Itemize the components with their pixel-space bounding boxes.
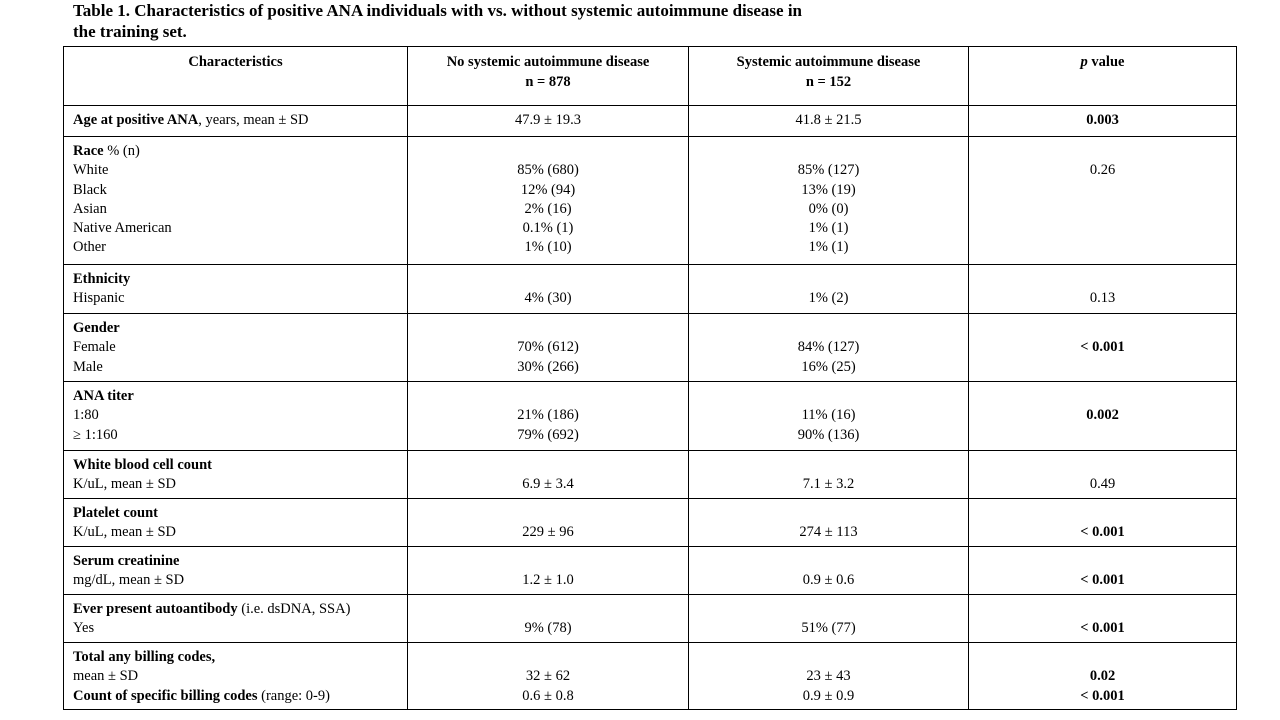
table-row-autoantibody: Ever present autoantibody (i.e. dsDNA, SSA) Yes 9% (78) 51% (77) < 0.001 xyxy=(64,595,1237,643)
table-row-gender: Gender Female Male 70% (612) 30% (266) 84% (127) 16% (25) < 0.001 xyxy=(64,314,1237,382)
table-row-platelet: Platelet count K/uL, mean ± SD 229 ± 96 274 ± 113 < 0.001 xyxy=(64,499,1237,547)
table-row-age: Age at positive ANA, years, mean ± SD 47.9 ± 19.3 41.8 ± 21.5 0.003 xyxy=(64,106,1237,137)
header-no-disease: No systemic autoimmune disease n = 878 xyxy=(408,47,689,106)
table-row-wbc: White blood cell count K/uL, mean ± SD 6.9 ± 3.4 7.1 ± 3.2 0.49 xyxy=(64,451,1237,499)
header-characteristics: Characteristics xyxy=(64,47,408,106)
characteristics-table xyxy=(63,46,1237,710)
header-row xyxy=(64,47,1237,106)
header-disease: Systemic autoimmune disease n = 152 xyxy=(689,47,969,106)
table-caption xyxy=(73,0,933,42)
header-p-value: p value xyxy=(969,47,1237,106)
caption-line-1: Table 1. Characteristics of positive ANA individuals with vs. without systemic autoimmune disease in xyxy=(73,1,802,20)
table-row-race: Race % (n) White Black Asian Native American Other 85% (680) 12% (94) 2% (16) 0.1% (1) 1% (10) 85% (127) 13% (19) 0% (0) 1% (1) 1% (1) 0.26 xyxy=(64,137,1237,265)
table-row-billing: Total any billing codes, mean ± SD Count of specific billing codes (range: 0-9) 32 ± 62 0.6 ± 0.8 23 ± 43 0.9 ± 0.9 0.02 < 0.001 xyxy=(64,643,1237,710)
table-row-ethnicity: Ethnicity Hispanic 4% (30) 1% (2) 0.13 xyxy=(64,265,1237,314)
table-row-creatinine: Serum creatinine mg/dL, mean ± SD 1.2 ± 1.0 0.9 ± 0.6 < 0.001 xyxy=(64,547,1237,595)
table-row-ana-titer: ANA titer 1:80 ≥ 1:160 21% (186) 79% (692) 11% (16) 90% (136) 0.002 xyxy=(64,382,1237,451)
caption-line-2: the training set. xyxy=(73,22,187,41)
